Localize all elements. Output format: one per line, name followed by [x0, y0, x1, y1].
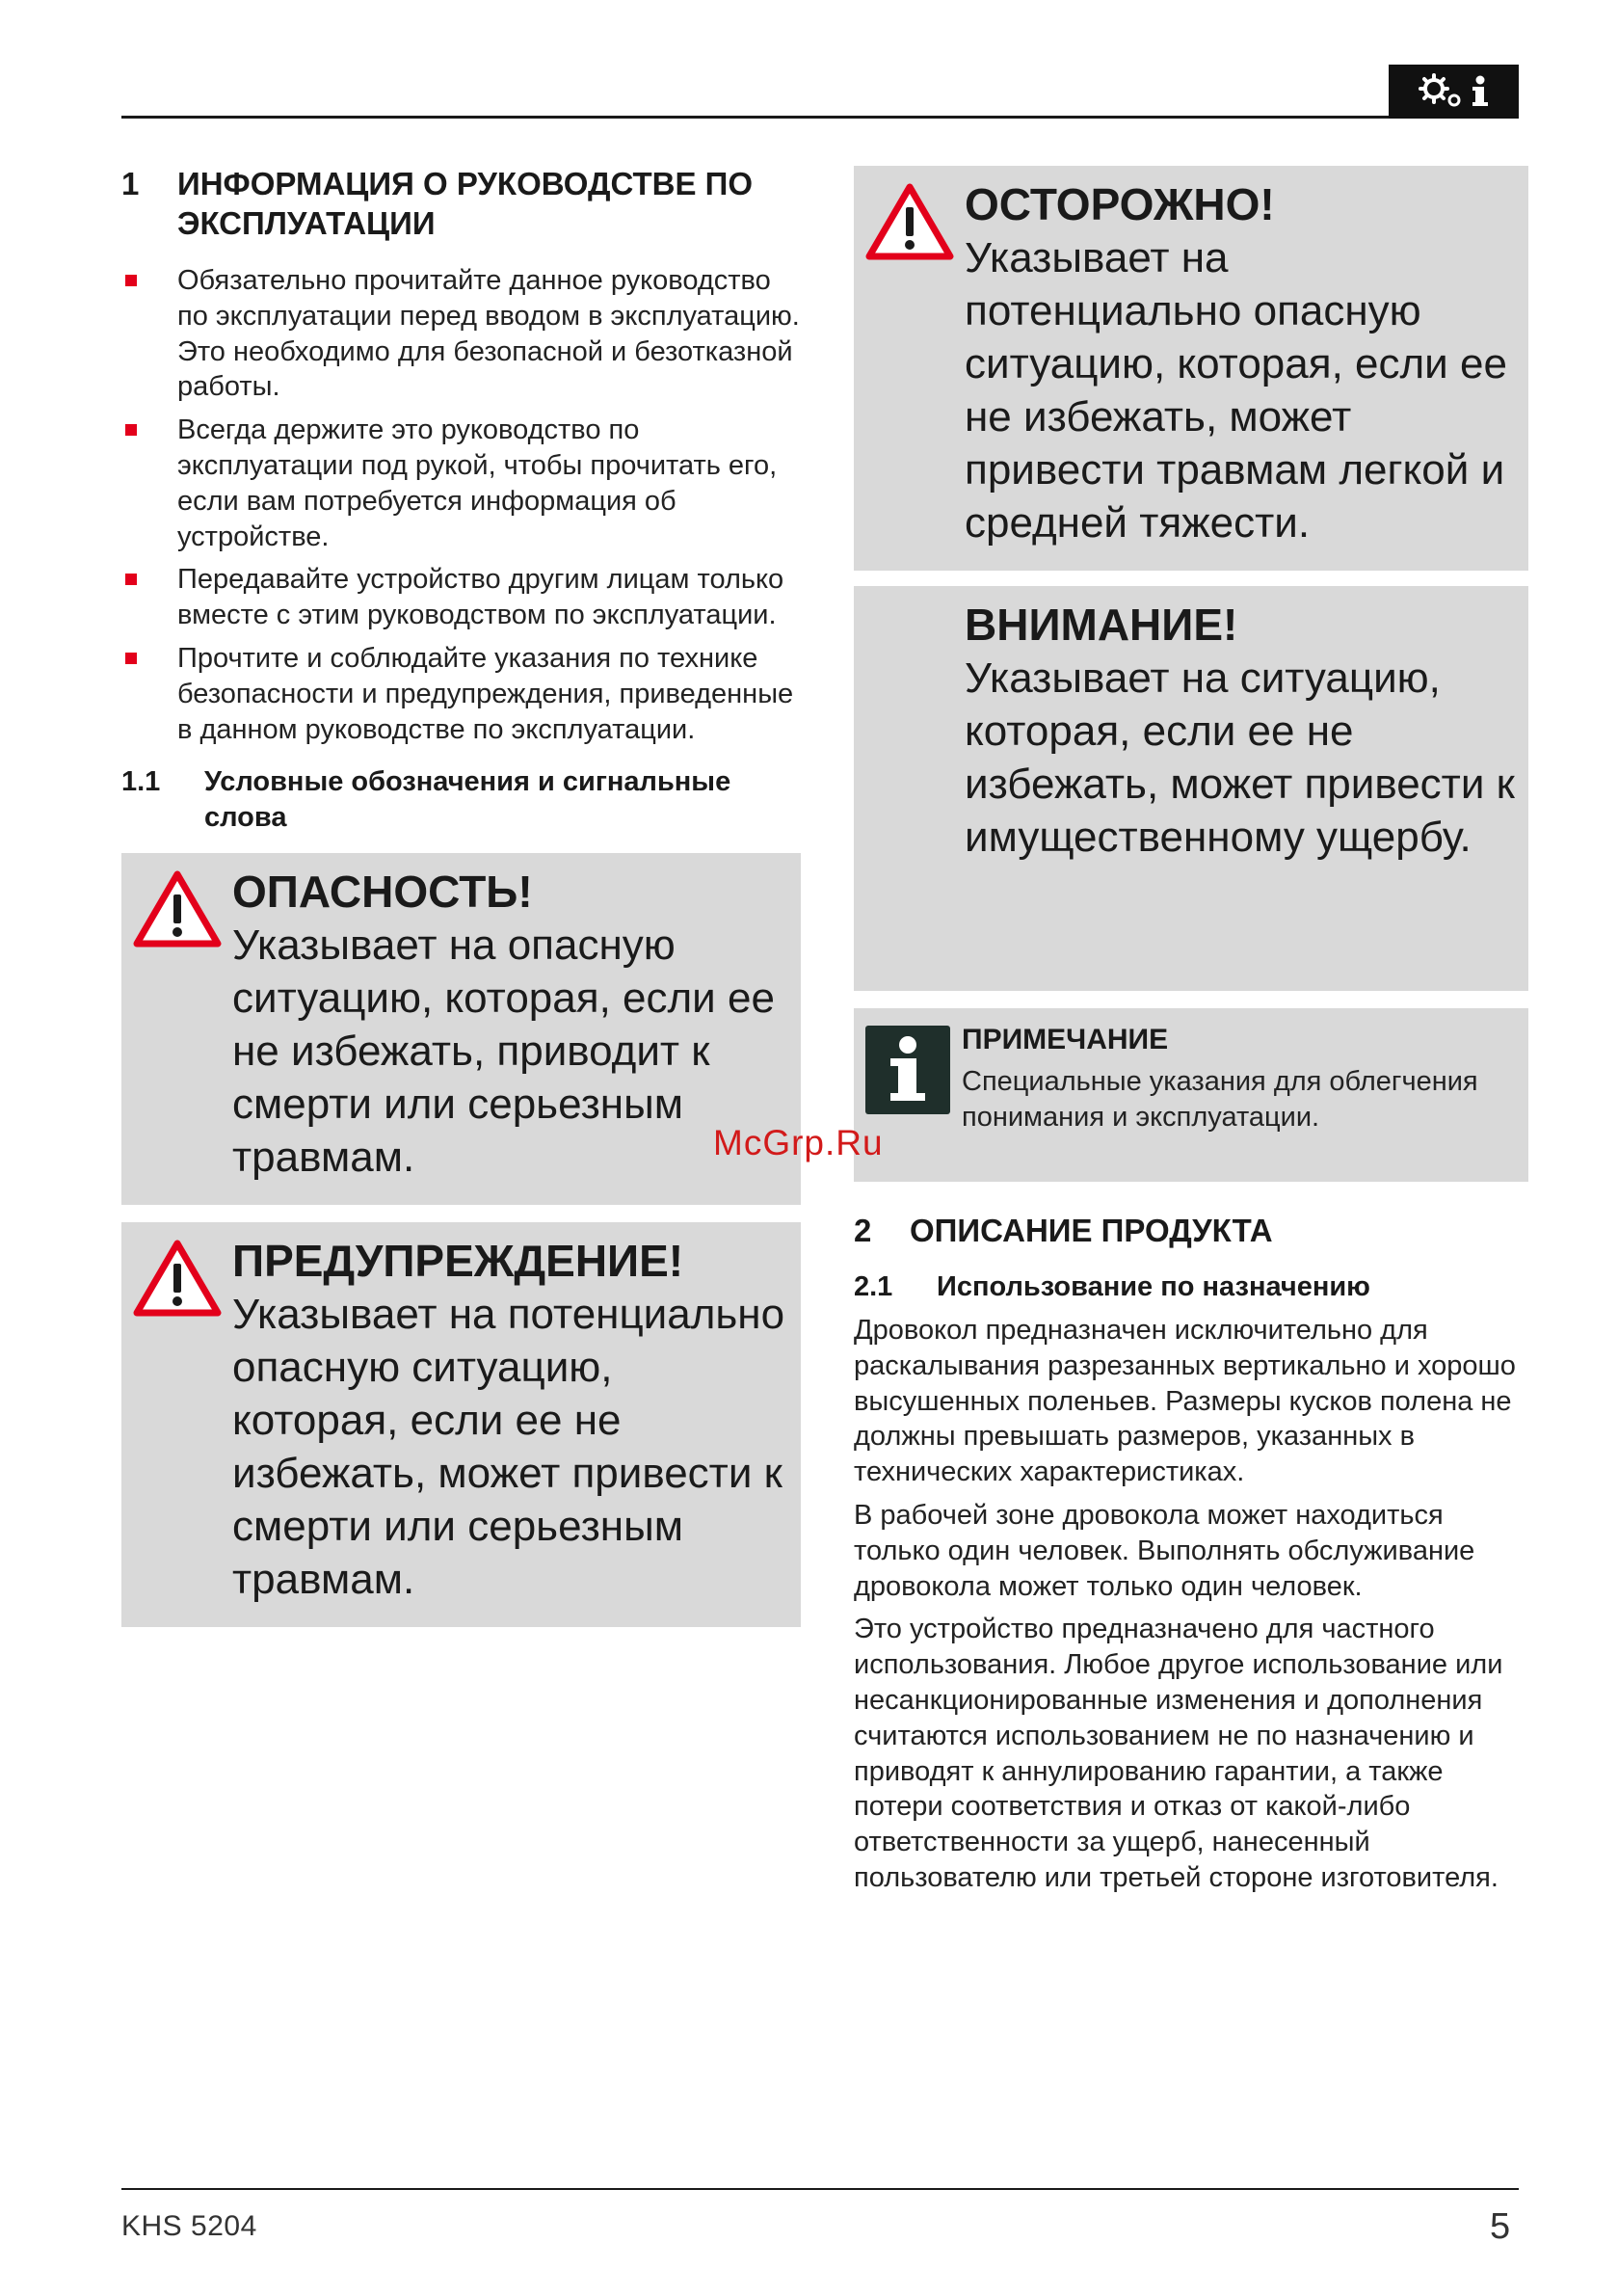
bullet-square-icon [125, 653, 137, 664]
warning-triangle-icon [133, 1239, 222, 1318]
section-title: ОПИСАНИЕ ПРОДУКТА [910, 1213, 1273, 1248]
caution-box [854, 166, 1528, 571]
list-item-text: Передавайте устройство другим лицам только вместе с этим руководством по эксплуатации. [177, 564, 784, 631]
signal-description: Указывает на потенциально опасную ситуацию, которая, если ее не избежать, может привести травмам легкой и средней тяжести. [965, 234, 1507, 547]
list-item-text: Обязательно прочитайте данное руководство по эксплуатации перед вводом в эксплуатацию. Это необходимо для безопасной и безотказной работы. [177, 265, 800, 403]
signal-word: ОСТОРОЖНО! [965, 179, 1275, 229]
watermark: McGrp.Ru [713, 1123, 884, 1162]
bullet-square-icon [125, 574, 137, 585]
section-number: 1.1 [121, 766, 161, 798]
footer-rule [121, 2188, 1519, 2190]
header-badge [1389, 65, 1519, 119]
bullet-square-icon [125, 275, 137, 286]
signal-word: ВНИМАНИЕ! [965, 600, 1238, 650]
note-title: ПРИМЕЧАНИЕ [962, 1024, 1169, 1055]
section-number: 1 [121, 166, 140, 201]
signal-word: ОПАСНОСТЬ! [232, 867, 533, 918]
section-number: 2.1 [854, 1271, 893, 1302]
page-number: 5 [1490, 2206, 1511, 2247]
warning-triangle-icon [865, 182, 954, 261]
section-2-heading [854, 1211, 1528, 1250]
section-title: ИНФОРМАЦИЯ О РУКОВОДСТВЕ ПО ЭКСПЛУАТАЦИИ [177, 166, 754, 241]
right-column [854, 166, 1528, 1904]
paragraph: Это устройство предназначено для частного использования. Любое другое использование или несанкционированные изменения и дополнения считаются использованием не по назначению и приводят к аннулированию гарантии, а также потери соответствия и отказ от какой-либо ответственности за ущерб, нанесенный пользователю или третьей стороне изготовителя. [854, 1614, 1503, 1893]
signal-word: ПРЕДУПРЕЖДЕНИЕ! [232, 1236, 684, 1287]
left-column [121, 164, 801, 1627]
list-item-text: Прочтите и соблюдайте указания по технике безопасности и предупреждения, приведенные в данном руководстве по эксплуатации. [177, 642, 794, 745]
list-item [121, 413, 801, 554]
attention-box [854, 586, 1528, 991]
section-1-1-heading [121, 764, 801, 836]
info-icon [865, 1026, 950, 1114]
paragraph: В рабочей зоне дровокола может находиться только один человек. Выполнять обслуживание дровокола может только один человек. [854, 1499, 1475, 1602]
section-2-1-heading [854, 1269, 1528, 1305]
signal-description: Указывает на ситуацию, которая, если ее не избежать, может привести к имущественному ущербу. [965, 654, 1515, 861]
section-1-heading [121, 164, 801, 243]
bullet-square-icon [125, 424, 137, 436]
section-title: Использование по назначению [937, 1271, 1370, 1302]
paragraph: Дровокол предназначен исключительно для раскалывания разрезанных вертикально и хорошо высушенных поленьев. Размеры кусков полена не должны превышать размеров, указанных в технических характеристиках. [854, 1315, 1516, 1488]
gear-icon [1418, 72, 1466, 111]
section-number: 2 [854, 1213, 872, 1248]
note-description: Специальные указания для облегчения понимания и эксплуатации. [962, 1066, 1478, 1133]
warning-box [121, 1222, 801, 1627]
danger-box [121, 853, 801, 1205]
signal-description: Указывает на опасную ситуацию, которая, если ее не избежать, приводит к смерти или серьезным травмам. [232, 921, 775, 1182]
section-title: Условные обозначения и сигнальные слова [204, 766, 731, 834]
list-item-text: Всегда держите это руководство по эксплуатации под рукой, чтобы прочитать его, если вам потребуется информация об устройстве. [177, 414, 778, 552]
note-box [854, 1008, 1528, 1182]
intended-use-text [854, 1313, 1528, 1896]
manual-info-list [121, 263, 801, 747]
signal-description: Указывает на потенциально опасную ситуацию, которая, если ее не избежать, может привести к смерти или серьезным травмам. [232, 1291, 785, 1604]
info-icon [1470, 72, 1491, 111]
warning-triangle-icon [133, 869, 222, 948]
footer-model: KHS 5204 [121, 2210, 257, 2242]
list-item [121, 562, 801, 633]
list-item [121, 263, 801, 405]
list-item [121, 641, 801, 747]
header-rule [121, 116, 1519, 119]
